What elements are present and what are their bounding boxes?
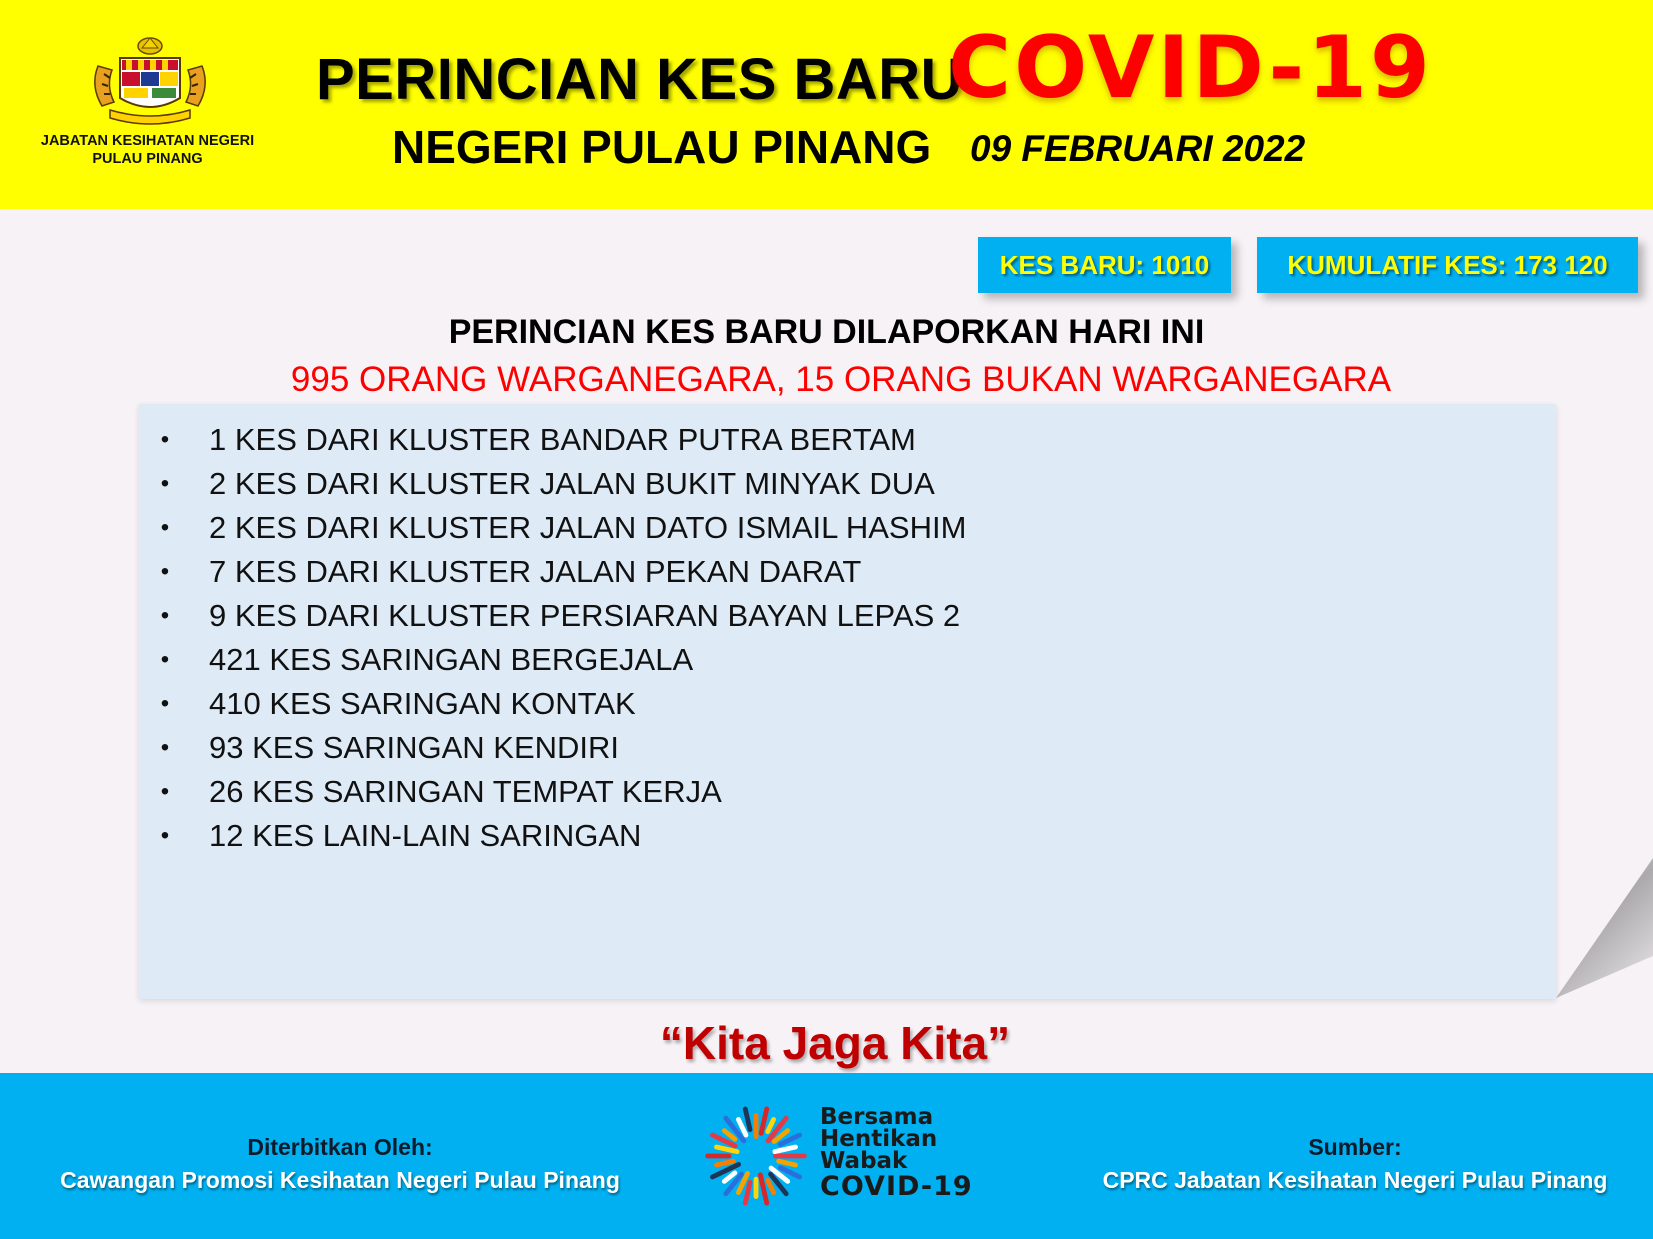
case-text: 421 KES SARINGAN BERGEJALA bbox=[209, 642, 694, 677]
campaign-line-1: Bersama bbox=[820, 1104, 934, 1130]
case-text: 1 KES DARI KLUSTER BANDAR PUTRA BERTAM bbox=[209, 422, 916, 457]
list-item bbox=[139, 682, 1556, 726]
burst-ray bbox=[724, 1131, 735, 1139]
burst-ray bbox=[775, 1147, 796, 1152]
slogan: “Kita Jaga Kita” bbox=[659, 1017, 1011, 1069]
burst-ray bbox=[768, 1180, 774, 1192]
list-item bbox=[139, 638, 1556, 682]
case-details-panel bbox=[139, 404, 1556, 999]
list-item bbox=[139, 814, 1556, 858]
bullet-icon: • bbox=[160, 558, 170, 585]
list-item bbox=[139, 506, 1556, 550]
campaign-burst-icon bbox=[698, 1098, 814, 1214]
cumulative-cases-badge: KUMULATIF KES: 173 120 bbox=[1257, 237, 1638, 293]
case-text: 7 KES DARI KLUSTER JALAN PEKAN DARAT bbox=[209, 554, 862, 589]
list-item bbox=[139, 726, 1556, 770]
burst-ray bbox=[779, 1161, 796, 1165]
bullet-icon: • bbox=[160, 778, 170, 805]
new-cases-badge: KES BARU: 1010 bbox=[978, 237, 1231, 293]
citizenship-breakdown: 995 ORANG WARGANEGARA, 15 ORANG BUKAN WARGANEGARA bbox=[290, 360, 1392, 399]
burst-ray bbox=[724, 1173, 735, 1181]
case-text: 93 KES SARINGAN KENDIRI bbox=[209, 730, 620, 765]
campaign-line-4: COVID-19 bbox=[820, 1171, 973, 1202]
case-text: 12 KES LAIN-LAIN SARINGAN bbox=[209, 818, 642, 853]
department-name: JABATAN KESIHATAN NEGERI PULAU PINANG bbox=[40, 133, 255, 167]
panel-shadow bbox=[1556, 858, 1653, 998]
case-text: 9 KES DARI KLUSTER PERSIARAN BAYAN LEPAS 2 bbox=[209, 598, 961, 633]
bullet-icon: • bbox=[160, 822, 170, 849]
bullet-icon: • bbox=[160, 646, 170, 673]
campaign-line-3: Wabak bbox=[820, 1148, 908, 1174]
source-name: CPRC Jabatan Kesihatan Negeri Pulau Pinang bbox=[1102, 1167, 1608, 1193]
case-text: 2 KES DARI KLUSTER JALAN DATO ISMAIL HASHIM bbox=[209, 510, 967, 545]
section-title: PERINCIAN KES BARU DILAPORKAN HARI INI bbox=[448, 313, 1205, 351]
bullet-icon: • bbox=[160, 734, 170, 761]
source-label: Sumber: bbox=[1308, 1134, 1402, 1160]
page-title: PERINCIAN KES BARU bbox=[316, 47, 964, 112]
case-list bbox=[139, 418, 1556, 858]
campaign-logo-text bbox=[820, 1106, 973, 1202]
burst-ray bbox=[768, 1119, 774, 1131]
list-item bbox=[139, 550, 1556, 594]
case-text: 26 KES SARINGAN TEMPAT KERJA bbox=[209, 774, 722, 809]
publisher-name: Cawangan Promosi Kesihatan Negeri Pulau Pinang bbox=[60, 1167, 620, 1193]
campaign-line-2: Hentikan bbox=[820, 1126, 938, 1152]
publisher-label: Diterbitkan Oleh: bbox=[247, 1134, 433, 1160]
burst-ray bbox=[716, 1161, 733, 1165]
bullet-icon: • bbox=[160, 602, 170, 629]
state-name: NEGERI PULAU PINANG bbox=[392, 121, 932, 173]
burst-ray bbox=[761, 1109, 767, 1133]
burst-ray bbox=[745, 1182, 750, 1203]
coat-of-arms-icon bbox=[80, 36, 220, 126]
list-item bbox=[139, 770, 1556, 814]
bullet-icon: • bbox=[160, 426, 170, 453]
burst-ray bbox=[745, 1109, 750, 1130]
case-text: 2 KES DARI KLUSTER JALAN BUKIT MINYAK DUA bbox=[209, 466, 935, 501]
list-item bbox=[139, 594, 1556, 638]
list-item bbox=[139, 418, 1556, 462]
case-text: 410 KES SARINGAN KONTAK bbox=[209, 686, 636, 721]
list-item bbox=[139, 462, 1556, 506]
header-banner bbox=[0, 0, 1653, 209]
bullet-icon: • bbox=[160, 470, 170, 497]
bullet-icon: • bbox=[160, 514, 170, 541]
report-date: 09 FEBRUARI 2022 bbox=[970, 128, 1306, 169]
covid-title: COVID-19 bbox=[948, 18, 1433, 118]
bullet-icon: • bbox=[160, 690, 170, 717]
